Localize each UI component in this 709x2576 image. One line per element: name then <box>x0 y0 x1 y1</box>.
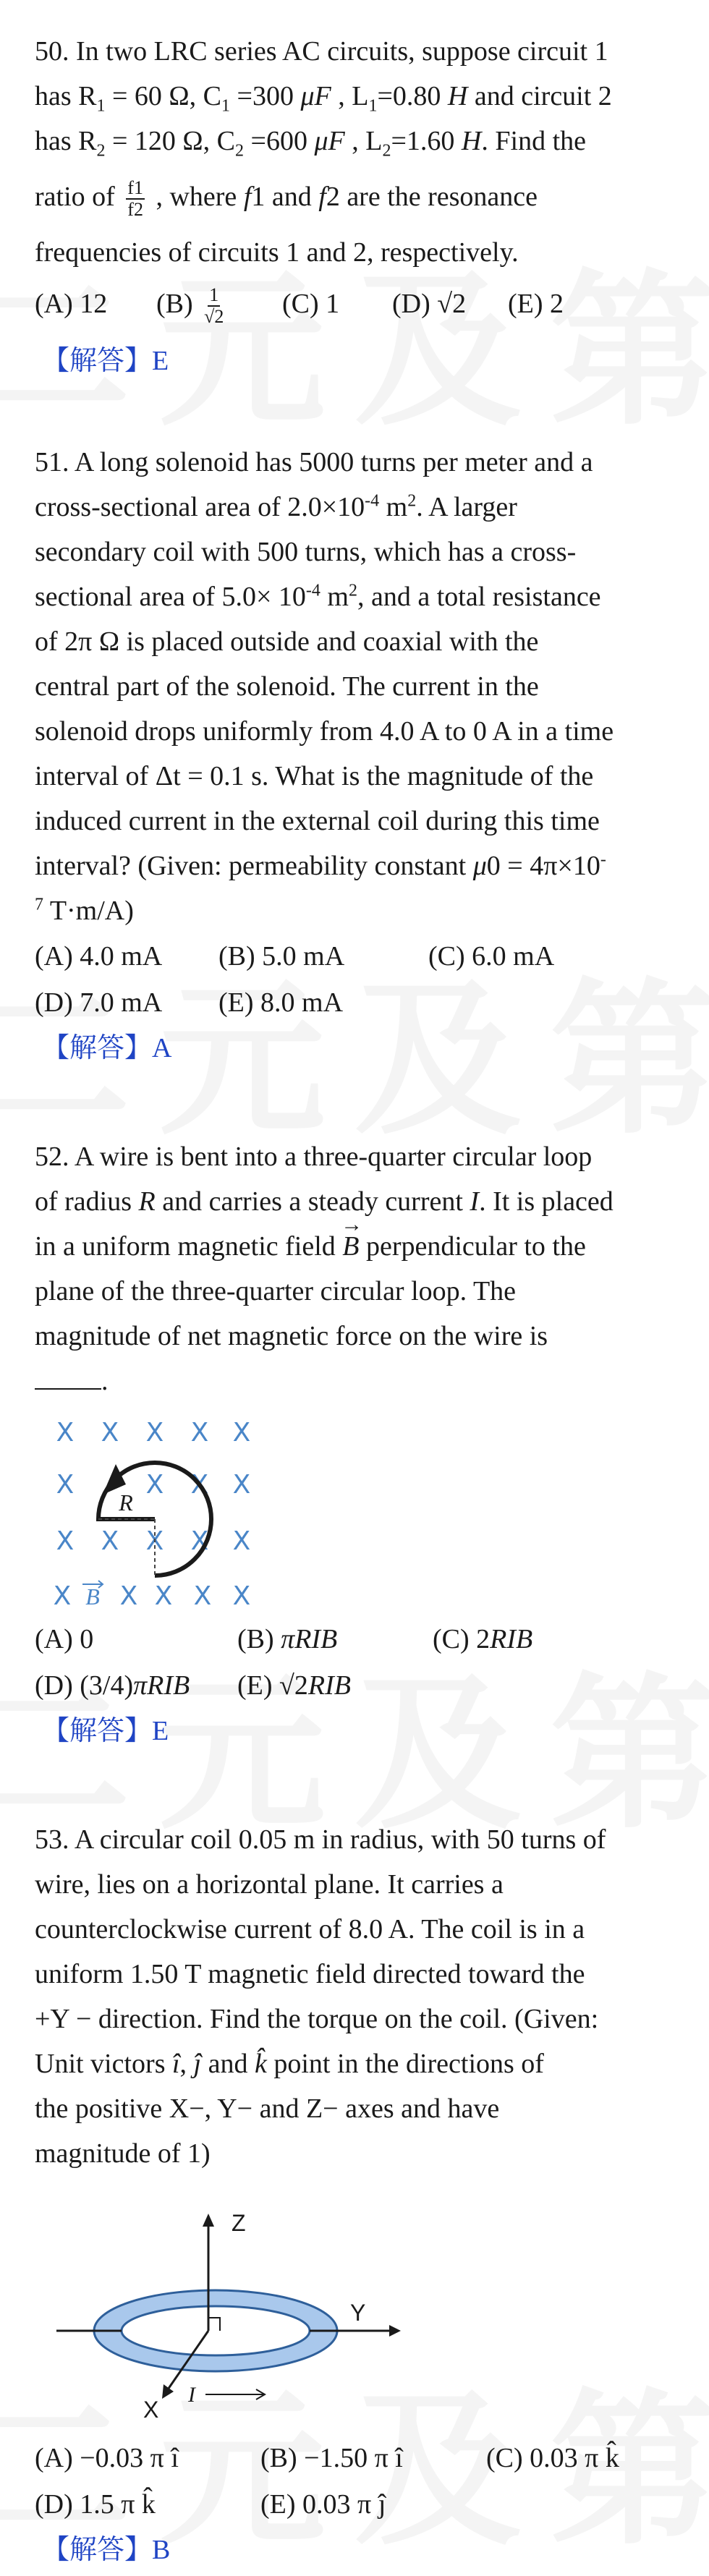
q51-line: 51. A long solenoid has 5000 turns per meter and a <box>35 447 593 477</box>
q51-line: induced current in the external coil during this time <box>35 806 600 836</box>
z-axis-arrow-icon <box>203 2214 214 2227</box>
q52-line: 52. A wire is bent into a three-quarter circular loop <box>35 1142 593 1172</box>
option-e: (E) 2 <box>508 289 564 319</box>
field-x-mark: X <box>101 1418 119 1448</box>
q53-line: wire, lies on a horizontal plane. It carries a <box>35 1869 504 1900</box>
q53-line: Unit victors î, ĵ and k̂ point in the directions of <box>35 2049 544 2079</box>
field-x-mark: X <box>190 1418 209 1448</box>
option-e: (E) √2RIB <box>237 1670 351 1701</box>
option-b: (B) $\frac{1}{√2}$ <box>156 284 224 328</box>
q50-line: frequencies of circuits 1 and 2, respectively. <box>35 237 519 268</box>
field-x-mark: X <box>56 1418 75 1448</box>
option-d: (D) √2 <box>392 289 467 319</box>
fraction-f1-f2: $\frac{f1}{f2}$ <box>127 177 143 221</box>
option-e: (E) 0.03 π ĵ <box>260 2489 386 2520</box>
q53-line: counterclockwise current of 8.0 A. The coil is in a <box>35 1914 585 1944</box>
question-53 <box>35 1817 679 2572</box>
q50-options <box>35 275 679 333</box>
q52-options-row2 <box>35 1662 679 1709</box>
radius-label: R <box>119 1489 133 1516</box>
option-d: (D) 1.5 π k̂ <box>35 2489 156 2520</box>
x-axis-label: X <box>143 2397 159 2419</box>
q51-line: cross-sectional area of $2.0\times 10^{-4}$ $m^2$. A larger <box>35 491 517 522</box>
q51-answer: 【解答】A <box>42 1033 172 1063</box>
field-x-mark: X <box>145 1470 164 1500</box>
q51-options-row2 <box>35 979 679 1026</box>
question-52 <box>35 1134 679 1754</box>
field-x-mark: X <box>232 1526 251 1556</box>
q51-line: interval? (Given: permeability constant μ0 = 4π×10- <box>35 850 606 881</box>
option-a: (A) −0.03 π î <box>35 2443 179 2473</box>
q52-line: magnitude of net magnetic force on the wire is <box>35 1321 548 1351</box>
q53-line: magnitude of 1) <box>35 2138 211 2169</box>
q51-line: sectional area of $5.0\times 10^{-4}$ $m^2$, and a total resistance <box>35 581 601 612</box>
y-axis-label: Y <box>350 2300 366 2326</box>
q52-line: . <box>35 1359 679 1403</box>
q50-line: has $R_2 = 120$ Ω, $C_2 =600$ μF , $L_2=1.60$ H. Find the <box>35 126 586 161</box>
x-axis-arrow-icon <box>162 2384 174 2399</box>
field-x-mark: X <box>145 1526 164 1556</box>
loop-in-field-figure <box>35 1403 281 1613</box>
field-x-mark: X <box>193 1581 212 1611</box>
current-label: I <box>188 2383 195 2407</box>
field-x-mark: X <box>154 1581 173 1611</box>
option-c: (C) 6.0 mA <box>428 941 555 972</box>
option-b: (B) −1.50 π î <box>260 2443 403 2473</box>
option-d: (D) 7.0 mA <box>35 987 163 1018</box>
q53-line: the positive X−, Y− and Z− axes and have <box>35 2093 500 2124</box>
q52-options-row1 <box>35 1616 679 1662</box>
q53-answer: 【解答】B <box>42 2535 171 2565</box>
coil-axes-figure <box>35 2202 440 2419</box>
field-x-mark: X <box>190 1470 209 1500</box>
q53-line: +Y − direction. Find the torque on the coil. (Given: <box>35 2004 599 2034</box>
field-x-mark: X <box>232 1418 251 1448</box>
field-label: B <box>85 1584 100 1610</box>
document-body <box>35 29 679 2572</box>
q51-line: interval of Δt = 0.1 s. What is the magnitude of the <box>35 761 594 791</box>
q51-options-row1 <box>35 933 679 979</box>
answer-blank <box>35 1359 101 1390</box>
option-b: (B) πRIB <box>237 1624 338 1654</box>
field-x-mark: X <box>145 1418 164 1448</box>
coil-inner <box>122 2306 310 2355</box>
q51-line: solenoid drops uniformly from 4.0 A to 0 A in a time <box>35 716 614 747</box>
q52-line: plane of the three-quarter circular loop. The <box>35 1276 517 1306</box>
q51-line: secondary coil with 500 turns, which has a cross- <box>35 537 577 567</box>
option-c: (C) 0.03 π k̂ <box>486 2443 619 2473</box>
field-x-mark: X <box>56 1526 75 1556</box>
y-axis-arrow-icon <box>389 2325 401 2337</box>
option-a: (A) 4.0 mA <box>35 941 163 972</box>
field-x-mark: X <box>101 1526 119 1556</box>
q51-line: central part of the solenoid. The current in the <box>35 671 539 702</box>
q53-line: uniform 1.50 T magnetic field directed toward the <box>35 1959 585 1989</box>
field-x-mark: X <box>232 1581 251 1611</box>
q53-options-row2 <box>35 2481 679 2528</box>
q53-line: 53. A circular coil 0.05 m in radius, with 50 turns of <box>35 1824 606 1855</box>
q50-line: has $R_1 = 60$ Ω, $C_1 =300$ μF , $L_1=0.80$ H and circuit 2 <box>35 81 612 116</box>
option-d: (D) (3/4)πRIB <box>35 1670 190 1701</box>
field-x-mark: X <box>56 1470 75 1500</box>
q51-line: $^7$ T·m/A) <box>35 895 134 926</box>
option-c: (C) 1 <box>282 289 340 319</box>
option-a: (A) 0 <box>35 1624 94 1654</box>
option-b: (B) 5.0 mA <box>218 941 345 972</box>
q52-line: in a uniform magnetic field → B perpendicular to the <box>35 1212 586 1262</box>
z-axis-label: Z <box>232 2210 246 2236</box>
option-e: (E) 8.0 mA <box>218 987 344 1018</box>
question-50 <box>35 29 679 383</box>
field-x-mark: X <box>53 1581 72 1611</box>
q50-answer: 【解答】E <box>42 346 169 376</box>
q52-answer: 【解答】E <box>42 1716 169 1746</box>
q50-line: ratio of $\frac{f1}{f2}$ , where f1 and f2 are the resonance <box>35 177 538 221</box>
current-direction-arrow-icon <box>205 2389 265 2399</box>
q50-line: 50. In two LRC series AC circuits, suppose circuit 1 <box>35 36 608 67</box>
field-x-mark: X <box>119 1581 138 1611</box>
question-51 <box>35 440 679 1071</box>
field-x-mark: X <box>232 1470 251 1500</box>
q51-line: of 2π Ω is placed outside and coaxial with the <box>35 626 539 657</box>
q53-options-row1 <box>35 2435 679 2481</box>
option-c: (C) 2RIB <box>433 1624 533 1654</box>
option-a: (A) 12 <box>35 289 108 319</box>
field-x-mark: X <box>190 1526 209 1556</box>
q52-line: of radius R and carries a steady current I. It is placed <box>35 1186 614 1217</box>
